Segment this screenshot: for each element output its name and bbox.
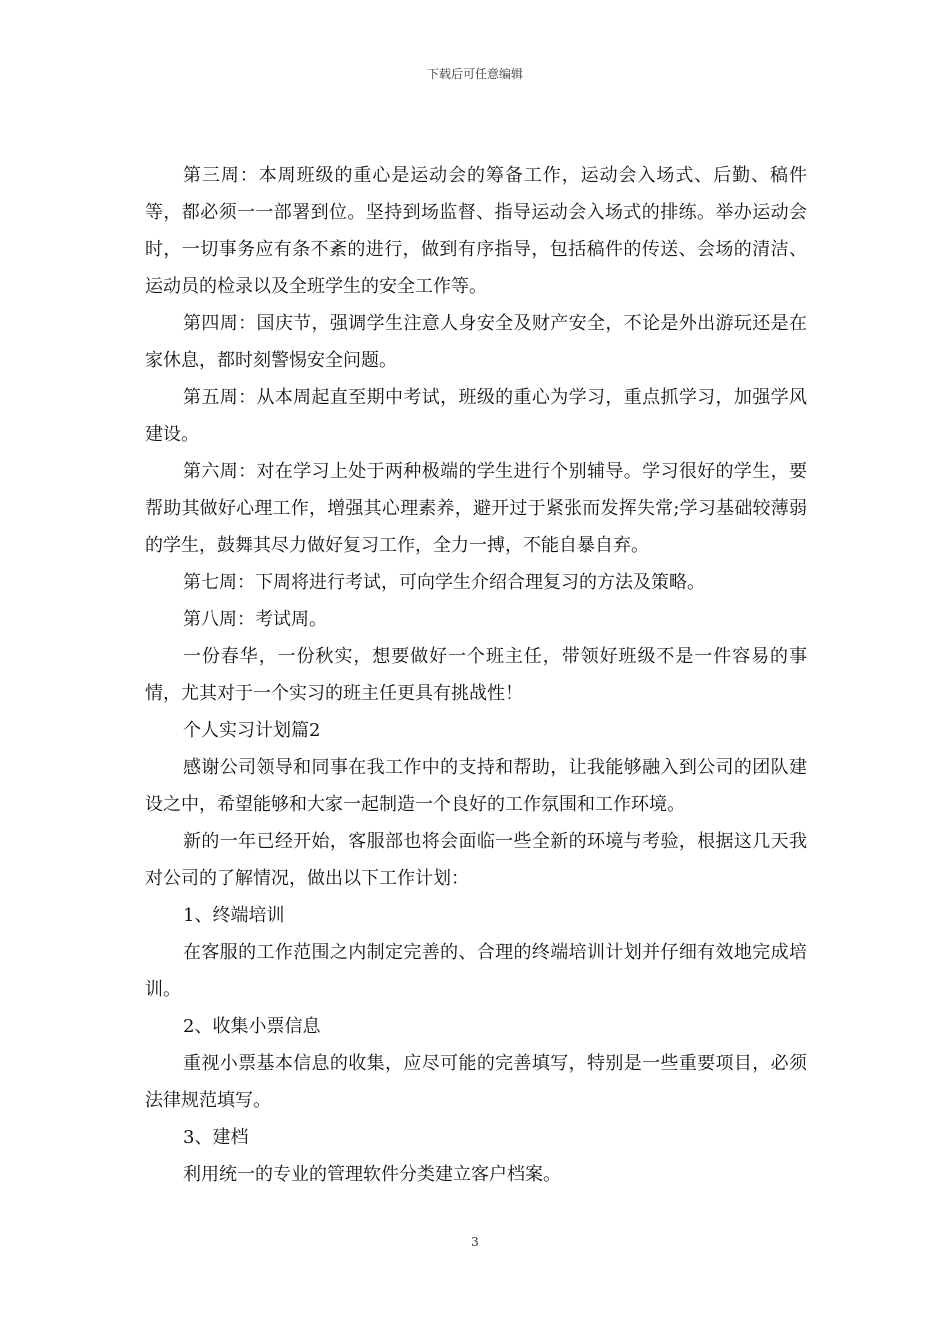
paragraph-week-8: 第八周：考试周。 [183,609,327,630]
page-number: 3 [471,1235,479,1249]
paragraph-week-7: 第七周：下周将进行考试，可向学生介绍合理复习的方法及策略。 [183,572,705,593]
paragraph-closing: 一份春华，一份秋实，想要做好一个班主任，带领好班级不是一件容易的事情，尤其对于一个实习的班主任更具有挑战性！ [145,646,807,704]
paragraph-terminal-training: 在客服的工作范围之内制定完善的、合理的终端培训计划并仔细有效地完成培训。 [145,942,807,1000]
paragraph-thanks: 感谢公司领导和同事在我工作中的支持和帮助，让我能够融入到公司的团队建设之中，希望能够和大家一起制造一个良好的工作氛围和工作环境。 [145,757,807,815]
paragraph-new-year: 新的一年已经开始，客服部也将会面临一些全新的环境与考验，根据这几天我对公司的了解情况，做出以下工作计划： [145,831,807,889]
paragraph-week-3: 第三周：本周班级的重心是运动会的筹备工作，运动会入场式、后勤、稿件等，都必须一一部署到位。坚持到场监督、指导运动会入场式的排练。举办运动会时，一切事务应有条不紊的进行，做到有序指导，包括稿件的传送、会场的清洁、运动员的检录以及全班学生的安全工作等。 [145,165,807,297]
paragraph-receipt-info: 重视小票基本信息的收集，应尽可能的完善填写，特别是一些重要项目，必须法律规范填写。 [145,1053,807,1111]
paragraph-week-5: 第五周：从本周起直至期中考试，班级的重心为学习，重点抓学习，加强学风建设。 [145,387,807,445]
item-heading-receipt-info: 2、收集小票信息 [183,1016,321,1037]
item-heading-terminal-training: 1、终端培训 [183,905,285,926]
section-title-plan-2: 个人实习计划篇2 [183,720,321,741]
paragraph-filing: 利用统一的专业的管理软件分类建立客户档案。 [183,1164,561,1185]
paragraph-week-6: 第六周：对在学习上处于两种极端的学生进行个别辅导。学习很好的学生，要帮助其做好心理工作，增强其心理素养，避开过于紧张而发挥失常;学习基础较薄弱的学生，鼓舞其尽力做好复习工作，全力一搏，不能自暴自弃。 [145,461,807,556]
document-body [145,157,807,1193]
item-heading-filing: 3、建档 [183,1127,249,1148]
page-header: 下载后可任意编辑 [426,67,523,81]
paragraph-week-4: 第四周：国庆节，强调学生注意人身安全及财产安全，不论是外出游玩还是在家休息，都时刻警惕安全问题。 [145,313,807,371]
